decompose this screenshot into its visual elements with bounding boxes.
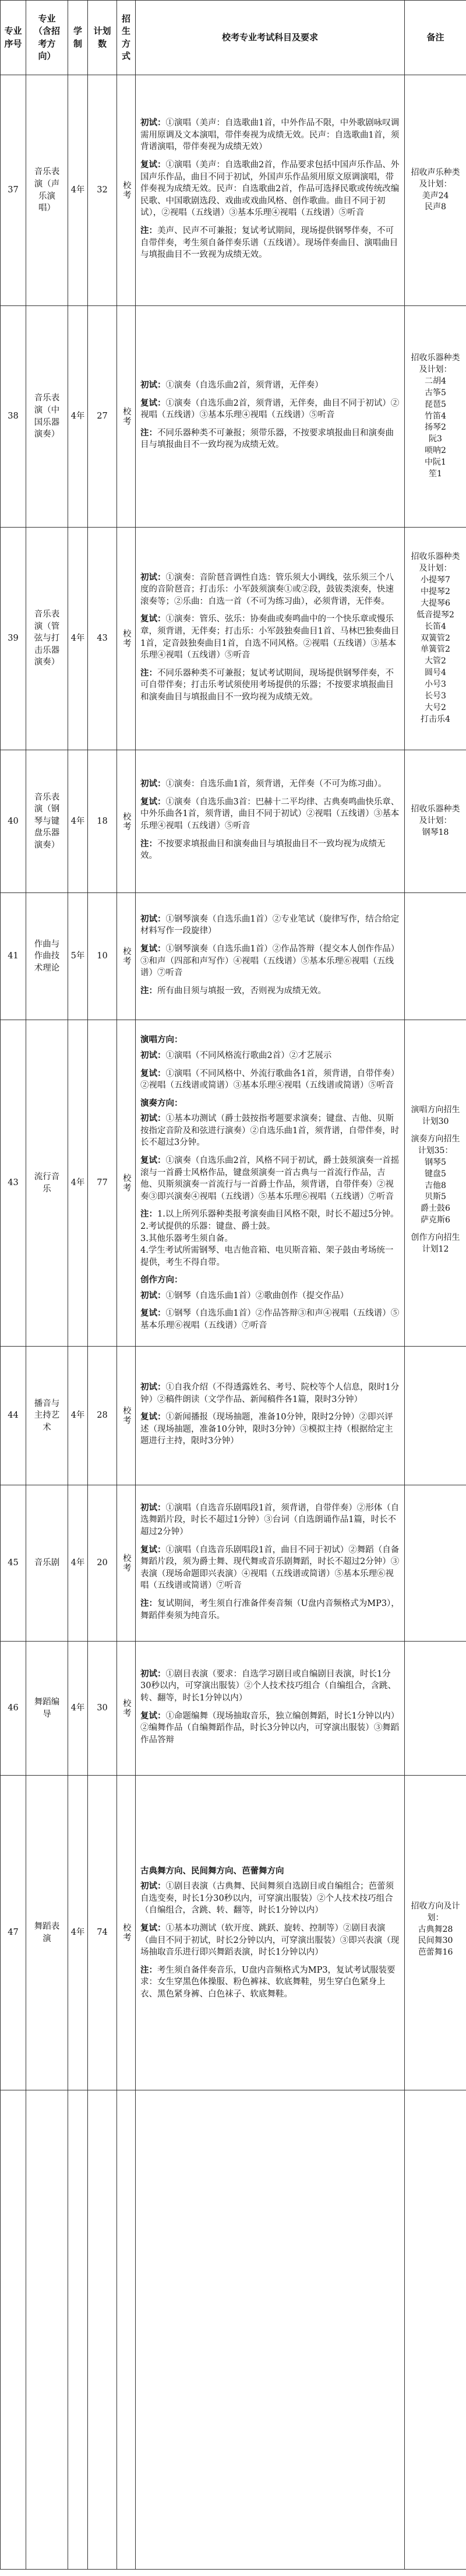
remark-line: 大号2 bbox=[425, 702, 446, 712]
segment-text: ①演奏：管乐、弦乐：协奏曲或奏鸣曲中的一个快乐章或慢乐章，须背谱，无伴奏；打击乐：小军鼓独奏曲目1首、马林巴独奏曲目1首，定音鼓独奏曲目1首，自选不同风格。②视唱（五线谱）③基本乐理④视唱（五线谱）⑤听音 bbox=[140, 614, 400, 660]
requirement-segment bbox=[140, 796, 400, 832]
exam-requirements bbox=[136, 75, 405, 306]
admission-mode: 校考 bbox=[117, 750, 136, 893]
requirement-segment bbox=[140, 1881, 400, 1917]
remarks bbox=[405, 1642, 466, 1776]
remarks bbox=[405, 750, 466, 893]
requirement-segment bbox=[140, 1113, 400, 1149]
requirement-segment bbox=[140, 427, 400, 451]
remark-block: 演唱方向招生计划30 bbox=[411, 1105, 460, 1127]
requirement-segment bbox=[140, 572, 400, 608]
segment-text: ①演唱（不同风格中、外流行歌曲各1首，须背谱，自带伴奏）②视唱（五线谱或简谱）③基本乐理④视唱（五线谱或简谱）⑤听音 bbox=[140, 1069, 400, 1091]
remarks bbox=[405, 1347, 466, 1485]
exam-requirements bbox=[136, 1347, 405, 1485]
admission-mode: 校考 bbox=[117, 75, 136, 306]
requirement-segment bbox=[140, 1502, 400, 1538]
remark-line: 招收乐器种类及计划： bbox=[411, 552, 460, 574]
major-name: 音乐表 演（声 乐演 唱） bbox=[26, 75, 68, 306]
segment-label: 复试： bbox=[140, 943, 166, 954]
segment-text: 美声、民声不可兼报；复试考试期间，现场提供钢琴伴奏，不可自带伴奏，考生须自备伴奏乐谱（五线谱）。现场伴奏曲目、演唱曲目与填报曲目不一致视为成绩无效。 bbox=[140, 226, 398, 260]
major-number: 45 bbox=[1, 1485, 26, 1642]
direction-title: 演奏方向： bbox=[140, 1098, 183, 1108]
segment-text: ①命题编舞（现场抽取音乐，独立编创舞蹈，时长1分钟以内）②编舞作品（自编舞蹈作品，时长3分钟以内，可穿演出服装）③舞蹈作品答辩 bbox=[140, 1711, 400, 1745]
segment-text: ①钢琴（自选乐曲1首）②作品答辩③和声④视唱（五线谱）⑤基本乐理⑥视唱（五线谱）⑦听音 bbox=[140, 1309, 400, 1330]
remark-line: 二胡4 bbox=[425, 376, 446, 386]
segment-text: ①演唱（自选音乐剧唱段1首，曲目不同于初试）②舞蹈（自备舞蹈片段，须为爵士舞、现代舞或音乐剧舞蹈，时长不超过2分钟）③表演（现场命题即兴表演）④视唱（五线谱或简谱）⑤基本乐理⑥视唱（五线谱或简谱）⑦听音 bbox=[140, 1545, 400, 1591]
segment-label: 注： bbox=[140, 1964, 157, 1975]
segment-label: 复试： bbox=[140, 1412, 166, 1422]
segment-label: 复试： bbox=[140, 1923, 166, 1933]
remark-block: 演奏方向招生计划35： 钢琴5 键盘5 吉他8 贝斯5 爵士鼓6 萨克斯6 bbox=[411, 1134, 460, 1225]
requirement-segment bbox=[140, 613, 400, 661]
header-exam-requirements: 校考专业考试科目及要求 bbox=[136, 1, 405, 75]
remark-line: 招收声乐种类及计划： bbox=[411, 167, 460, 189]
segment-label: 初试： bbox=[140, 1382, 166, 1393]
segment-text: ①基本功测试（爵士鼓按指考题要求演奏；键盘、吉他、贝斯按指定音阶及和弦进行演奏）②自选乐曲1首，须背谱，自带伴奏，时长不超过3分钟。 bbox=[140, 1114, 400, 1148]
major-name: 流行音 乐 bbox=[26, 1020, 68, 1347]
duration-years: 4年 bbox=[68, 1485, 88, 1642]
exam-requirements bbox=[136, 1020, 405, 1347]
segment-text: 不同乐器种类不可兼报；复试考试期间，现场提供钢琴伴奏，不可自带伴奏；打击乐考试须使用考场提供的乐器；不按要求填报曲目和演奏曲目与填报曲目不一致均视为成绩无效。 bbox=[140, 668, 394, 702]
segment-text: ①演唱（自选音乐剧唱段1首，须背谱，自带伴奏）②形体（自选舞蹈片段，时长不超过1分钟）③台词（自选朗诵作品1篇，时长不超过2分钟） bbox=[140, 1503, 400, 1537]
requirement-segment bbox=[140, 913, 400, 937]
major-number: 39 bbox=[1, 528, 26, 750]
header-years: 学制 bbox=[68, 1, 88, 75]
major-name: 音乐表 演（钢 琴与键 盘乐器 演奏） bbox=[26, 750, 68, 893]
header-remarks: 备注 bbox=[405, 1, 466, 75]
segment-label: 复试： bbox=[140, 614, 166, 624]
segment-text: ①演奏：音阶琶音调性自选：管乐须大小调线，弦乐须三个八度的音阶琶音；打击乐：小军鼓须演奏①或②段，鼓钹类滚奏，快速滚奏等；②乐曲：自选一首（不可为练习曲），必须背谱，无伴奏。 bbox=[140, 572, 394, 606]
segment-label: 初试： bbox=[140, 1668, 166, 1679]
remark-line: 长笛4 bbox=[425, 621, 446, 631]
enrollment-plan: 74 bbox=[88, 1776, 117, 2090]
header-admission-mode: 招生 方式 bbox=[117, 1, 136, 75]
segment-label: 复试： bbox=[140, 398, 166, 408]
duration-years: 4年 bbox=[68, 1776, 88, 2090]
segment-text: 不按要求填报曲目和演奏曲目与填报曲目不一致均视为成绩无效。 bbox=[140, 839, 386, 861]
requirement-segment bbox=[140, 1923, 400, 1959]
major-number: 46 bbox=[1, 1642, 26, 1776]
segment-label: 初试： bbox=[140, 913, 166, 924]
admission-mode: 校考 bbox=[117, 528, 136, 750]
enrollment-plan: 18 bbox=[88, 750, 117, 893]
admission-mode: 校考 bbox=[117, 1020, 136, 1347]
remark-line: 招收乐器种类及计划： bbox=[411, 804, 460, 826]
major-name: 舞蹈编 导 bbox=[26, 1642, 68, 1776]
requirement-segment bbox=[140, 1050, 400, 1062]
remark-line: 民声8 bbox=[425, 202, 446, 212]
major-number: 37 bbox=[1, 75, 26, 306]
duration-years: 5年 bbox=[68, 893, 88, 1020]
table-row bbox=[1, 1776, 466, 2090]
remark-block: 创作方向招生计划12 bbox=[411, 1233, 460, 1254]
major-name: 音乐表 演（中 国乐器 演奏） bbox=[26, 306, 68, 528]
segment-text: ①新闻播报（现场抽题，准备10分钟，限时2分钟）②即兴评述（现场抽题，准备10分钟，限时3分钟）③模拟主持（根据给定主题进行主持，限时3分钟） bbox=[140, 1412, 393, 1446]
direction-section bbox=[140, 1098, 400, 1269]
remark-line: 中提琴2 bbox=[421, 587, 450, 597]
enrollment-plan: 27 bbox=[88, 306, 117, 528]
exam-requirements bbox=[136, 1776, 405, 2090]
requirement-segment bbox=[140, 1155, 400, 1203]
table-row bbox=[1, 750, 466, 893]
remark-line: 钢琴18 bbox=[422, 827, 449, 837]
exam-requirements bbox=[136, 1642, 405, 1776]
segment-text: ①演奏（自选乐曲2首，风格不同于初试，爵士鼓须演奏一首摇滚与一首爵士风格作品，键盘须演奏一首古典与一首流行作品，吉他、贝斯须演奏一首流行与一首爵士作品，须背谱，自带伴奏）②视奏③即兴演奏④视唱（五线谱）⑤基本乐理⑥视唱（五线谱）⑦听音 bbox=[140, 1156, 400, 1201]
requirement-segment bbox=[140, 1598, 400, 1622]
segment-label: 复试： bbox=[140, 1308, 166, 1319]
table-body bbox=[1, 75, 466, 2090]
table-row bbox=[1, 893, 466, 1020]
direction-title: 演唱方向： bbox=[140, 1035, 183, 1045]
remark-block: 招收方向及计划： 古典舞28 民间舞30 芭蕾舞16 bbox=[411, 1901, 460, 1958]
exam-requirements bbox=[136, 306, 405, 528]
direction-title: 古典舞方向、民间舞方向、芭蕾舞方向 bbox=[140, 1865, 284, 1876]
enrollment-plan: 30 bbox=[88, 1642, 117, 1776]
requirement-segment bbox=[140, 379, 400, 392]
table-row bbox=[1, 1020, 466, 1347]
major-number: 47 bbox=[1, 1776, 26, 2090]
requirement-segment bbox=[140, 985, 400, 997]
segment-label: 复试： bbox=[140, 1544, 166, 1555]
segment-text: 不同乐器种类不可兼报；须带乐器，不按要求填报曲目和演奏曲目与填报曲目不一致均视为成绩无效。 bbox=[140, 428, 394, 450]
admission-mode: 校考 bbox=[117, 1776, 136, 2090]
remark-line: 长号3 bbox=[425, 691, 446, 701]
requirement-segment bbox=[140, 1964, 400, 2001]
remarks bbox=[405, 1776, 466, 2090]
segment-text: ①演奏（自选乐曲2首，须背谱，无伴奏） bbox=[165, 381, 323, 391]
remark-line: 单簧管2 bbox=[421, 645, 450, 655]
segment-label: 注： bbox=[140, 1598, 157, 1608]
major-name: 作曲与 作曲技 术理论 bbox=[26, 893, 68, 1020]
exam-requirements bbox=[136, 750, 405, 893]
table-header-row bbox=[1, 1, 466, 75]
duration-years: 4年 bbox=[68, 750, 88, 893]
segment-text: ①钢琴演奏（自选乐曲1首）②作品答辩（提交本人创作作品）③和声（四部和声写作）④视唱（五线谱）⑤基本乐理⑥视唱（五线谱）⑦听音 bbox=[140, 944, 400, 978]
duration-years: 4年 bbox=[68, 1347, 88, 1485]
duration-years: 4年 bbox=[68, 1642, 88, 1776]
direction-section bbox=[140, 1034, 400, 1091]
segment-text: 1.以上所列乐器种类报考演奏曲目风格不限，时长不超过5分钟。 2.考试提供的乐器：键盘、爵士鼓。 3.其他乐器考生须自备。 4.学生考试所需钢琴、电吉他音箱、电贝斯音箱、架子鼓由考场统一提供，考生不得自带。 bbox=[140, 1210, 399, 1267]
table-row bbox=[1, 1642, 466, 1776]
segment-text: ①演唱（美声：自选歌曲2首，作品要求包括中国声乐作品、外国声乐作品，曲目不同于初试，外国声乐作品须用原文原调演唱，带伴奏视为成绩无效。民声：自选歌曲2首，作品可选择民歌或传统改编民歌、中国歌剧选段、戏曲或戏曲风格、创作歌曲。曲目不同于初试），②视唱（五线谱）③基本乐理④视唱（五线谱）⑤听音 bbox=[140, 160, 400, 218]
segment-label: 初试： bbox=[140, 118, 166, 128]
filler-row bbox=[1, 2090, 466, 2570]
remark-line: 大管2 bbox=[425, 656, 446, 666]
segment-label: 初试： bbox=[140, 779, 166, 789]
enrollment-plan: 10 bbox=[88, 893, 117, 1020]
remark-line: 圆号4 bbox=[425, 668, 446, 678]
remarks bbox=[405, 306, 466, 528]
segment-label: 注： bbox=[140, 838, 157, 849]
enrollment-plan: 32 bbox=[88, 75, 117, 306]
segment-label: 复试： bbox=[140, 1068, 166, 1078]
segment-label: 注： bbox=[140, 667, 157, 678]
major-name: 音乐表 演（管 弦与打 击乐器 演奏） bbox=[26, 528, 68, 750]
major-name: 舞蹈表 演 bbox=[26, 1776, 68, 2090]
requirement-segment bbox=[140, 1411, 400, 1447]
major-number: 40 bbox=[1, 750, 26, 893]
requirement-segment bbox=[140, 225, 400, 261]
table-row bbox=[1, 528, 466, 750]
duration-years: 4年 bbox=[68, 528, 88, 750]
requirement-segment bbox=[140, 117, 400, 153]
requirement-segment bbox=[140, 943, 400, 979]
table-row bbox=[1, 75, 466, 306]
segment-text: ①自我介绍（不得透露姓名、考号、院校等个人信息，限时1分钟）②稿件朗读（文学作品、新闻稿件各1篇，限时3分钟） bbox=[140, 1383, 400, 1404]
table-filler bbox=[1, 2090, 466, 2570]
requirement-segment bbox=[140, 1710, 400, 1746]
major-number: 44 bbox=[1, 1347, 26, 1485]
requirement-segment bbox=[140, 1208, 400, 1268]
remark-line: 招收乐器种类及计划： bbox=[411, 353, 460, 375]
requirement-segment bbox=[140, 667, 400, 704]
remark-line: 低音提琴2 bbox=[416, 610, 454, 620]
duration-years: 4年 bbox=[68, 1020, 88, 1347]
admission-mode: 校考 bbox=[117, 1485, 136, 1642]
remark-line: 打击乐4 bbox=[421, 714, 450, 724]
segment-text: ①基本功测试（软开度、跳跃、旋转、控制等）②剧目表演（曲目不同于初试，时长2分钟以内，可穿演出服装）③即兴表演（现场抽取音乐进行即兴舞蹈表演，时长1分钟以内） bbox=[140, 1923, 400, 1958]
segment-label: 复试： bbox=[140, 160, 166, 170]
table-row bbox=[1, 1485, 466, 1642]
segment-text: 所有曲目须与填报一致，否则视为成绩无效。 bbox=[157, 986, 326, 996]
remark-line: 古筝5 bbox=[425, 388, 446, 398]
requirement-segment bbox=[140, 1382, 400, 1405]
segment-label: 复试： bbox=[140, 796, 166, 807]
exam-requirements bbox=[136, 893, 405, 1020]
requirement-segment bbox=[140, 398, 400, 421]
segment-label: 注： bbox=[140, 225, 157, 236]
direction-section bbox=[140, 1865, 400, 2001]
segment-label: 初试： bbox=[140, 380, 166, 391]
requirement-segment bbox=[140, 1544, 400, 1592]
segment-label: 复试： bbox=[140, 1155, 166, 1166]
remarks bbox=[405, 1485, 466, 1642]
remark-line: 琵琶5 bbox=[425, 399, 446, 409]
remark-line: 阮3 bbox=[429, 434, 442, 444]
admission-mode: 校考 bbox=[117, 1642, 136, 1776]
segment-label: 初试： bbox=[140, 1113, 166, 1124]
remarks bbox=[405, 1020, 466, 1347]
segment-label: 注： bbox=[140, 985, 157, 996]
segment-text: ①演奏（自选乐曲2首，须背谱，无伴奏，曲目不同于初试）②视唱（五线谱）③基本乐理④视唱（五线谱）⑤听音 bbox=[140, 398, 400, 420]
segment-label: 初试： bbox=[140, 572, 166, 582]
enrollment-plan: 77 bbox=[88, 1020, 117, 1347]
enrollment-plan: 28 bbox=[88, 1347, 117, 1485]
remark-line: 大提琴6 bbox=[421, 598, 450, 608]
segment-text: ①钢琴演奏（自选乐曲1首）②专业笔试（旋律写作，结合给定材料写作一段旋律） bbox=[140, 914, 400, 936]
segment-text: ①钢琴（自选乐曲1首）②歌曲创作（提交作品） bbox=[165, 1291, 349, 1301]
exam-requirements bbox=[136, 1485, 405, 1642]
major-name: 音乐剧 bbox=[26, 1485, 68, 1642]
remarks bbox=[405, 893, 466, 1020]
remark-line: 小提琴7 bbox=[421, 575, 450, 585]
segment-text: ①演唱（不同风格流行歌曲2首）②才艺展示 bbox=[165, 1051, 332, 1060]
direction-title: 创作方向： bbox=[140, 1275, 183, 1285]
requirement-segment bbox=[140, 838, 400, 862]
requirement-segment bbox=[140, 159, 400, 219]
segment-label: 复试： bbox=[140, 1710, 166, 1721]
requirement-segment bbox=[140, 1068, 400, 1092]
remark-line: 竹笛4 bbox=[425, 411, 446, 421]
remark-line: 美声24 bbox=[422, 191, 449, 201]
segment-text: ①剧目表演（古典舞、民间舞须自选剧目或自编组合；芭蕾须自选变奏，时长1分30秒以内，可穿演出服装）②个人技术技巧组合（自编组合，含跳、转、翻等，时长1分钟以内） bbox=[140, 1882, 394, 1916]
remark-line: 唢呐2 bbox=[425, 446, 446, 456]
header-major-name: 专业 （含招 考方 向） bbox=[26, 1, 68, 75]
segment-text: ①演奏（自选乐曲3首：巴赫十二平均律、古典奏鸣曲快乐章、中外乐曲各1首，须背谱，曲目不同于初试）②视唱（五线谱）③基本乐理④视唱（五线谱）⑤听音 bbox=[140, 797, 400, 831]
major-number: 43 bbox=[1, 1020, 26, 1347]
table-row bbox=[1, 1347, 466, 1485]
requirement-segment bbox=[140, 778, 400, 790]
major-number: 41 bbox=[1, 893, 26, 1020]
remarks bbox=[405, 75, 466, 306]
remark-line: 中阮1 bbox=[425, 458, 446, 468]
segment-label: 初试： bbox=[140, 1881, 166, 1892]
segment-text: ①演唱（美声：自选歌曲1首，中外作品不限，中外歌剧咏叹调需用原调及文本演唱，带伴奏视为成绩无效。民声：自选歌曲1首，须背谱演唱，带伴奏视为成绩无效） bbox=[140, 118, 400, 152]
remark-line: 笙1 bbox=[429, 469, 442, 479]
remarks bbox=[405, 528, 466, 750]
segment-text: ①剧目表演（要求：自选学习剧目或自编剧目表演，时长1分30秒以内，可穿演出服装）②个人技术技巧组合（自编组合，含跳、转、翻等，时长1分钟以内） bbox=[140, 1669, 396, 1703]
remark-line: 双簧管2 bbox=[421, 633, 450, 643]
requirement-segment bbox=[140, 1308, 400, 1331]
segment-label: 初试： bbox=[140, 1290, 166, 1301]
header-plan: 计划数 bbox=[88, 1, 117, 75]
duration-years: 4年 bbox=[68, 306, 88, 528]
duration-years: 4年 bbox=[68, 75, 88, 306]
major-number: 38 bbox=[1, 306, 26, 528]
admission-mode: 校考 bbox=[117, 1347, 136, 1485]
major-name: 播音与 主持艺 术 bbox=[26, 1347, 68, 1485]
requirement-segment bbox=[140, 1668, 400, 1705]
segment-label: 初试： bbox=[140, 1502, 166, 1513]
remark-line: 小号3 bbox=[425, 680, 446, 690]
segment-label: 初试： bbox=[140, 1050, 166, 1060]
segment-text: 复试期间，考生须自行准备伴奏音频（U盘内音频格式为MP3），舞蹈伴奏须为纯音乐。 bbox=[140, 1598, 400, 1621]
enrollment-plan: 20 bbox=[88, 1485, 117, 1642]
admission-mode: 校考 bbox=[117, 893, 136, 1020]
segment-text: 考生须自备伴奏音乐，U盘内音频格式为MP3，复试考试服装要求：女生穿黑色体操服、粉色裤袜、软底舞鞋，男生穿白色紧身上衣、黑色紧身裤、白色袜子、软底舞鞋。 bbox=[140, 1965, 396, 1999]
exam-requirements bbox=[136, 528, 405, 750]
direction-section bbox=[140, 1274, 400, 1331]
segment-label: 注： bbox=[140, 427, 157, 438]
enrollment-plan: 43 bbox=[88, 528, 117, 750]
admission-mode: 校考 bbox=[117, 306, 136, 528]
segment-label: 注： bbox=[140, 1209, 157, 1220]
remark-line: 扬琴2 bbox=[425, 423, 446, 433]
table-row bbox=[1, 306, 466, 528]
header-major-no: 专业 序号 bbox=[1, 1, 26, 75]
requirement-segment bbox=[140, 1290, 400, 1302]
segment-text: ①演奏：自选乐曲1首，须背谱，无伴奏（不可为练习曲）。 bbox=[165, 779, 387, 789]
